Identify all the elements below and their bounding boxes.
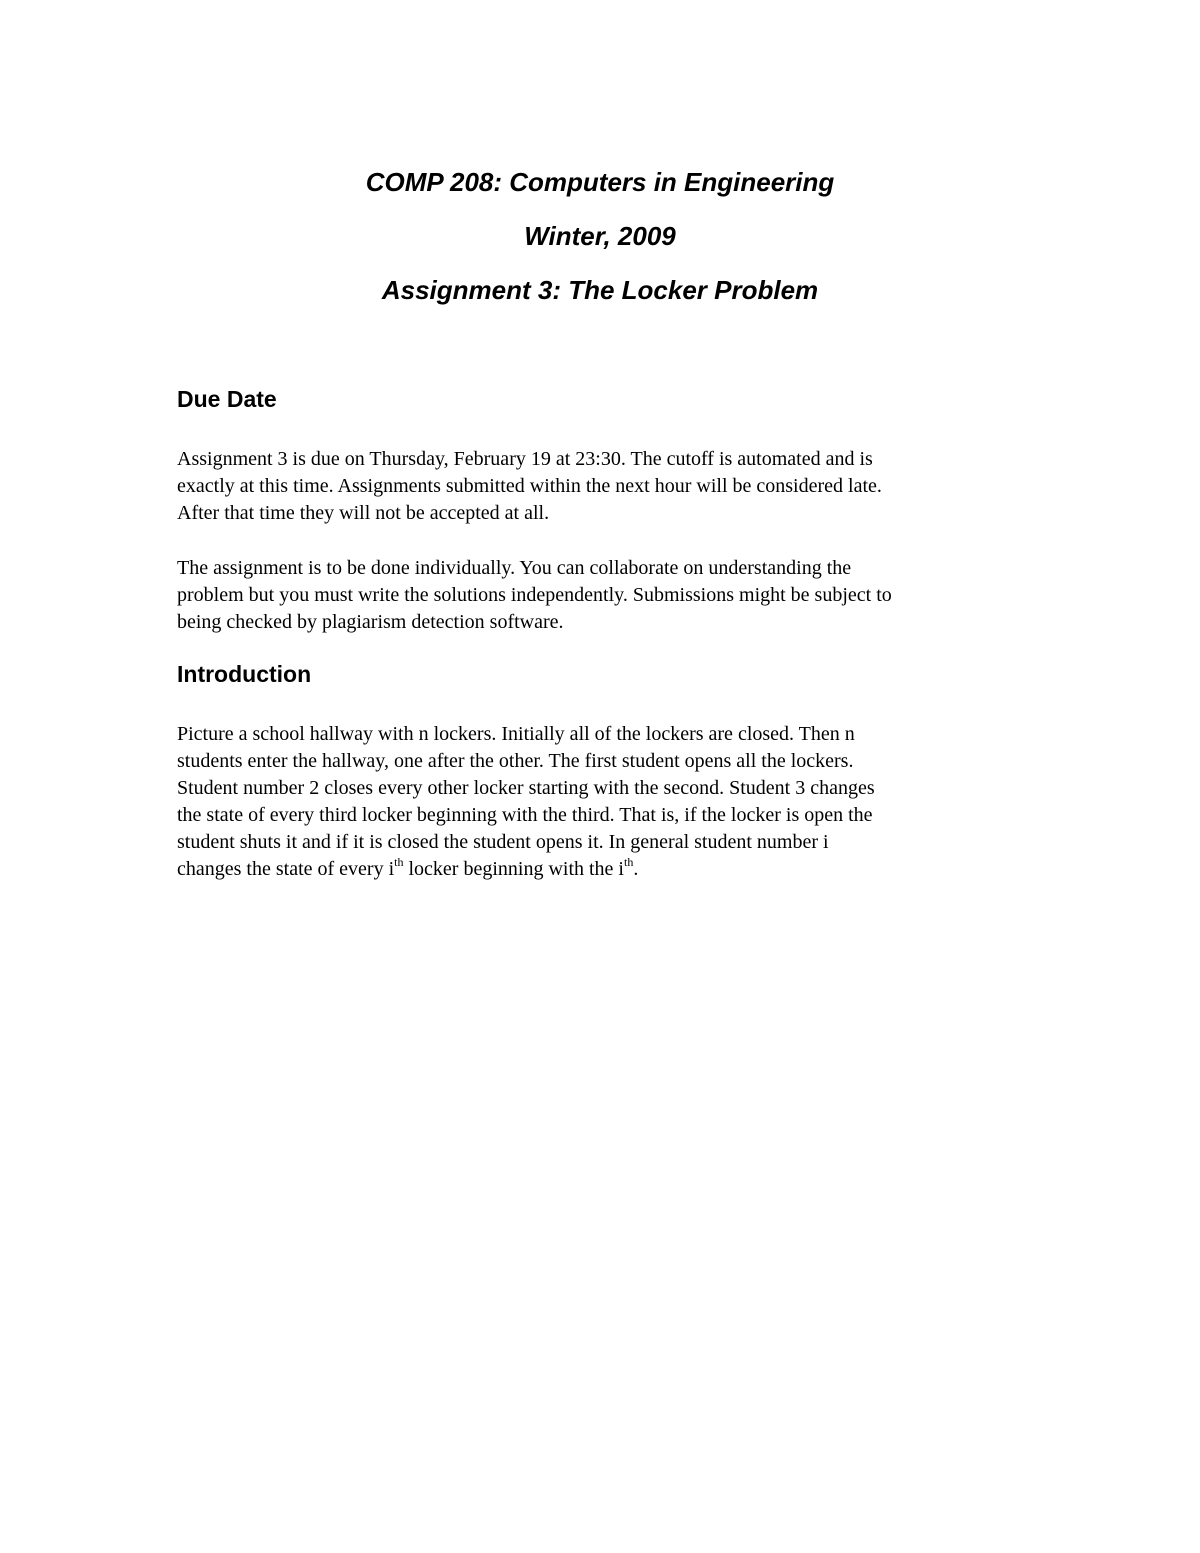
- term-title: Winter, 2009: [524, 221, 676, 251]
- paragraph-line: Assignment 3 is due on Thursday, February 19 at 23:30. The cutoff is automated and is: [177, 448, 873, 470]
- paragraph-line: After that time they will not be accepted at all.: [177, 502, 550, 524]
- section-heading-introduction: Introduction: [177, 661, 312, 687]
- paragraph-line: Student number 2 closes every other locker starting with the second. Student 3 changes: [177, 777, 875, 799]
- paragraph-line: The assignment is to be done individually. You can collaborate on understanding the: [177, 557, 852, 579]
- paragraph-line: student shuts it and if it is closed the student opens it. In general student number i: [177, 831, 829, 853]
- superscript-th: th: [624, 855, 634, 869]
- paragraph-line: Picture a school hallway with n lockers. Initially all of the lockers are closed. Then n: [177, 723, 855, 745]
- text-run: locker beginning with the i: [403, 858, 624, 880]
- section-heading-due-date: Due Date: [177, 386, 277, 412]
- paragraph-line: being checked by plagiarism detection software.: [177, 611, 564, 633]
- paragraph-collaboration: [177, 555, 1027, 636]
- text-run: .: [633, 858, 639, 880]
- paragraph-last-line: [177, 856, 1027, 883]
- assignment-title: Assignment 3: The Locker Problem: [381, 275, 819, 305]
- course-title: COMP 208: Computers in Engineering: [365, 167, 835, 197]
- superscript-th: th: [394, 855, 404, 869]
- paragraph-line: the state of every third locker beginning with the third. That is, if the locker is open the: [177, 804, 873, 826]
- text-run: changes the state of every i: [177, 858, 395, 880]
- document-title: [0, 164, 1200, 326]
- paragraph-line: students enter the hallway, one after the other. The first student opens all the lockers.: [177, 750, 854, 772]
- paragraph-introduction: [177, 721, 1027, 883]
- paragraph-line: exactly at this time. Assignments submitted within the next hour will be considered late.: [177, 475, 882, 497]
- paragraph-due-date: [177, 446, 1027, 527]
- paragraph-line: problem but you must write the solutions independently. Submissions might be subject to: [177, 584, 892, 606]
